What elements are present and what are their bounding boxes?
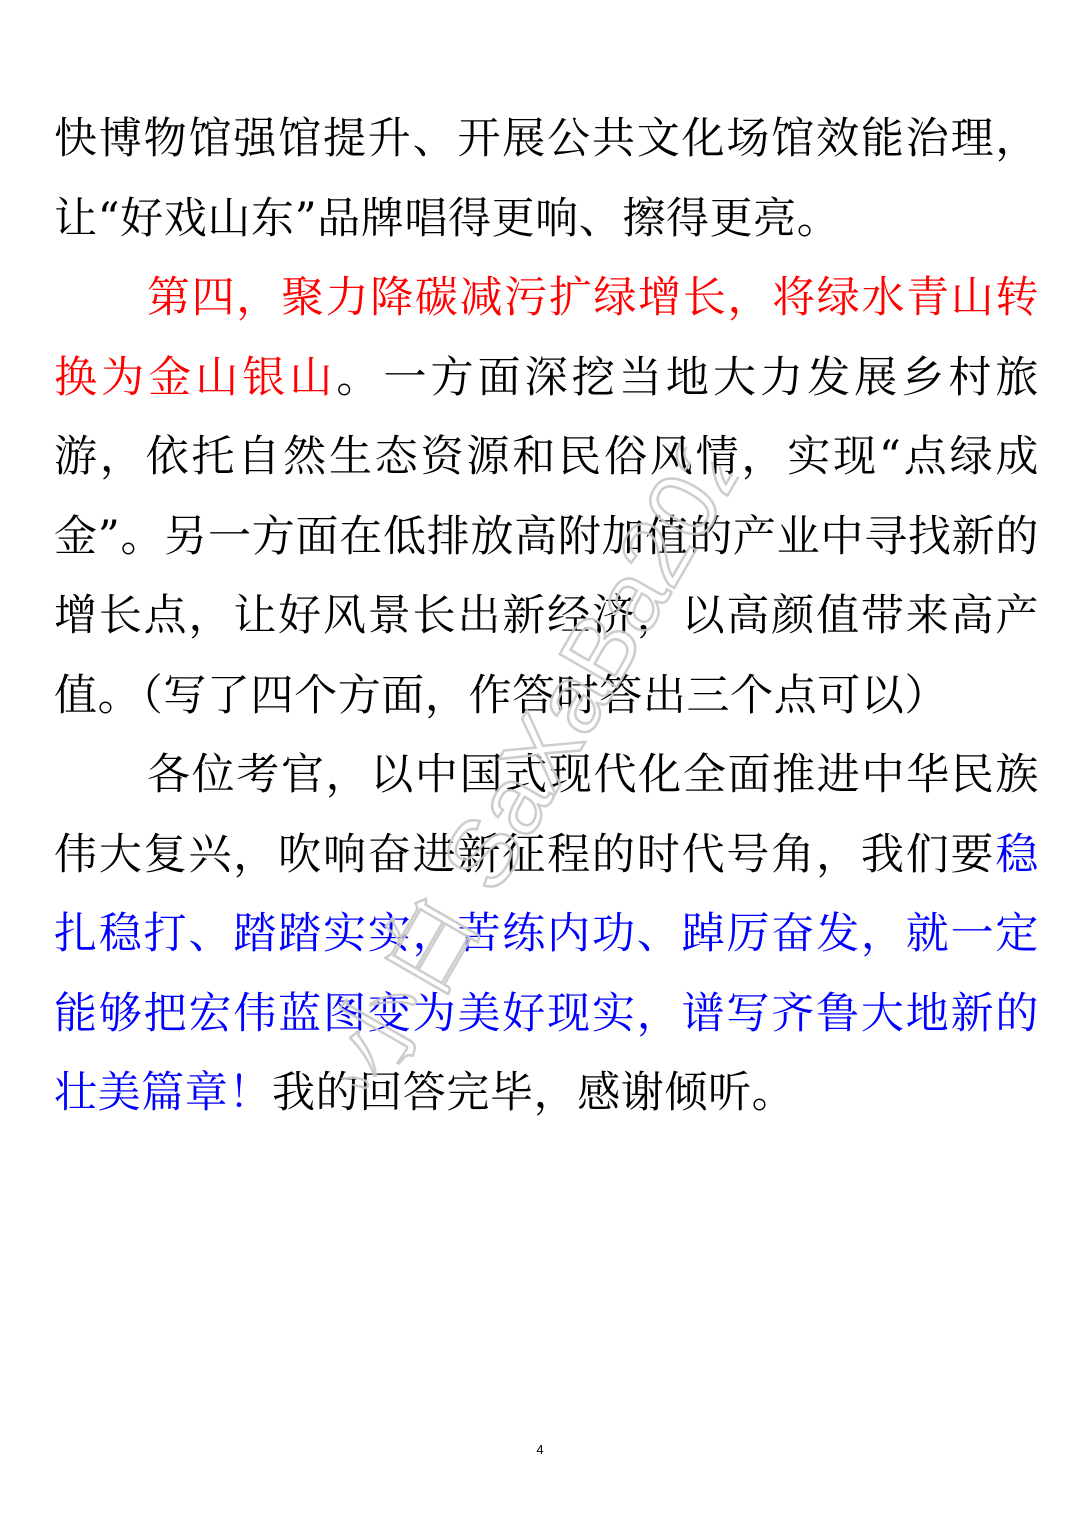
text-segment: 我的回答完毕，感谢倾听。 (272, 1068, 796, 1118)
text-segment: 快博物馆强馆提升、开展公共文化场馆效能治理，让“好戏山东”品牌唱得更响、擦得更亮。 (54, 114, 1039, 244)
highlight-red-heading: 第四，聚力降碳减污扩绿增长，将绿水青山转换为金山银山 (54, 273, 1039, 403)
page-number: 4 (536, 1442, 544, 1457)
paragraph-conclusion (54, 736, 1039, 1134)
highlight-blue-phrase: 稳扎稳打、踏踏实实，苦练内功、踔厉奋发，就一定能够把宏伟蓝图变为美好现实，谱写齐鲁大地新的壮美篇章！ (54, 829, 1039, 1118)
watermark-text: 小小白 SaXaBa2022 (307, 435, 763, 1115)
text-segment: 各位考官，以中国式现代化全面推进中华民族伟大复兴，吹响奋进新征程的时代号角，我们要 (54, 750, 1039, 880)
document-body (54, 100, 1039, 1134)
paragraph-fourth-point (54, 259, 1039, 736)
text-segment: 。一方面深挖当地大力发展乡村旅游，依托自然生态资源和民俗风情，实现“点绿成金”。另一方面在低排放高附加值的产业中寻找新的增长点，让好风景长出新经济，以高颜值带来高产值。（写了四个方面，作答时答出三个点可以） (54, 352, 1039, 721)
paragraph-culture-venues (54, 100, 1039, 259)
